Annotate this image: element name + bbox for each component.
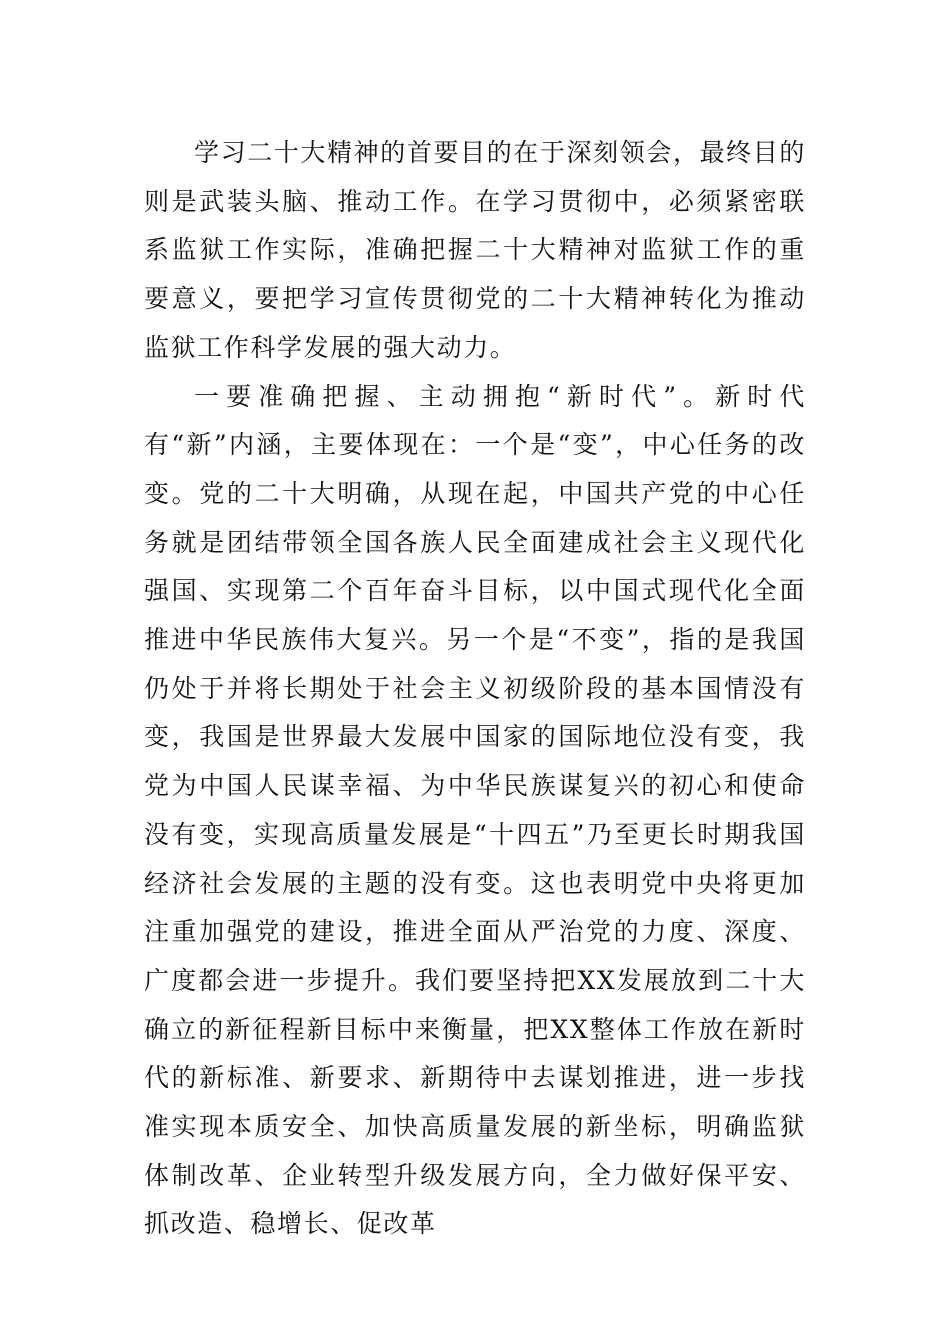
document-body (144, 129, 806, 1249)
paragraph-intro: 学习二十大精神的首要目的在于深刻领会，最终目的则是武装头脑、推动工作。在学习贯彻中，必须紧密联系监狱工作实际，准确把握二十大精神对监狱工作的重要意义，要把学习宣传贯彻党的二十大精神转化为推动监狱工作科学发展的强大动力。 (144, 138, 806, 362)
paragraph-new-era: 一要准确把握、主动拥抱“新时代”。新时代有“新”内涵，主要体现在：一个是“变”，中心任务的改变。党的二十大明确，从现在起，中国共产党的中心任务就是团结带领全国各族人民全面建成社会主义现代化强国、实现第二个百年奋斗目标，以中国式现代化全面推进中华民族伟大复兴。另一个是“不变”，指的是我国仍处于并将长期处于社会主义初级阶段的基本国情没有变，我国是世界最大发展中国家的国际地位没有变，我党为中国人民谋幸福、为中华民族谋复兴的初心和使命没有变，实现高质量发展是“十四五”乃至更长时期我国经济社会发展的主题的没有变。这也表明党中央将更加注重加强党的建设，推进全面从严治党的力度、深度、广度都会进一步提升。我们要坚持把XX发展放到二十大确立的新征程新目标中来衡量，把XX整体工作放在新时代的新标准、新要求、新期待中去谋划推进，进一步找准实现本质安全、加快高质量发展的新坐标，明确监狱体制改革、企业转型升级发展方向，全力做好保平安、抓改造、稳增长、促改革 (144, 381, 806, 1239)
